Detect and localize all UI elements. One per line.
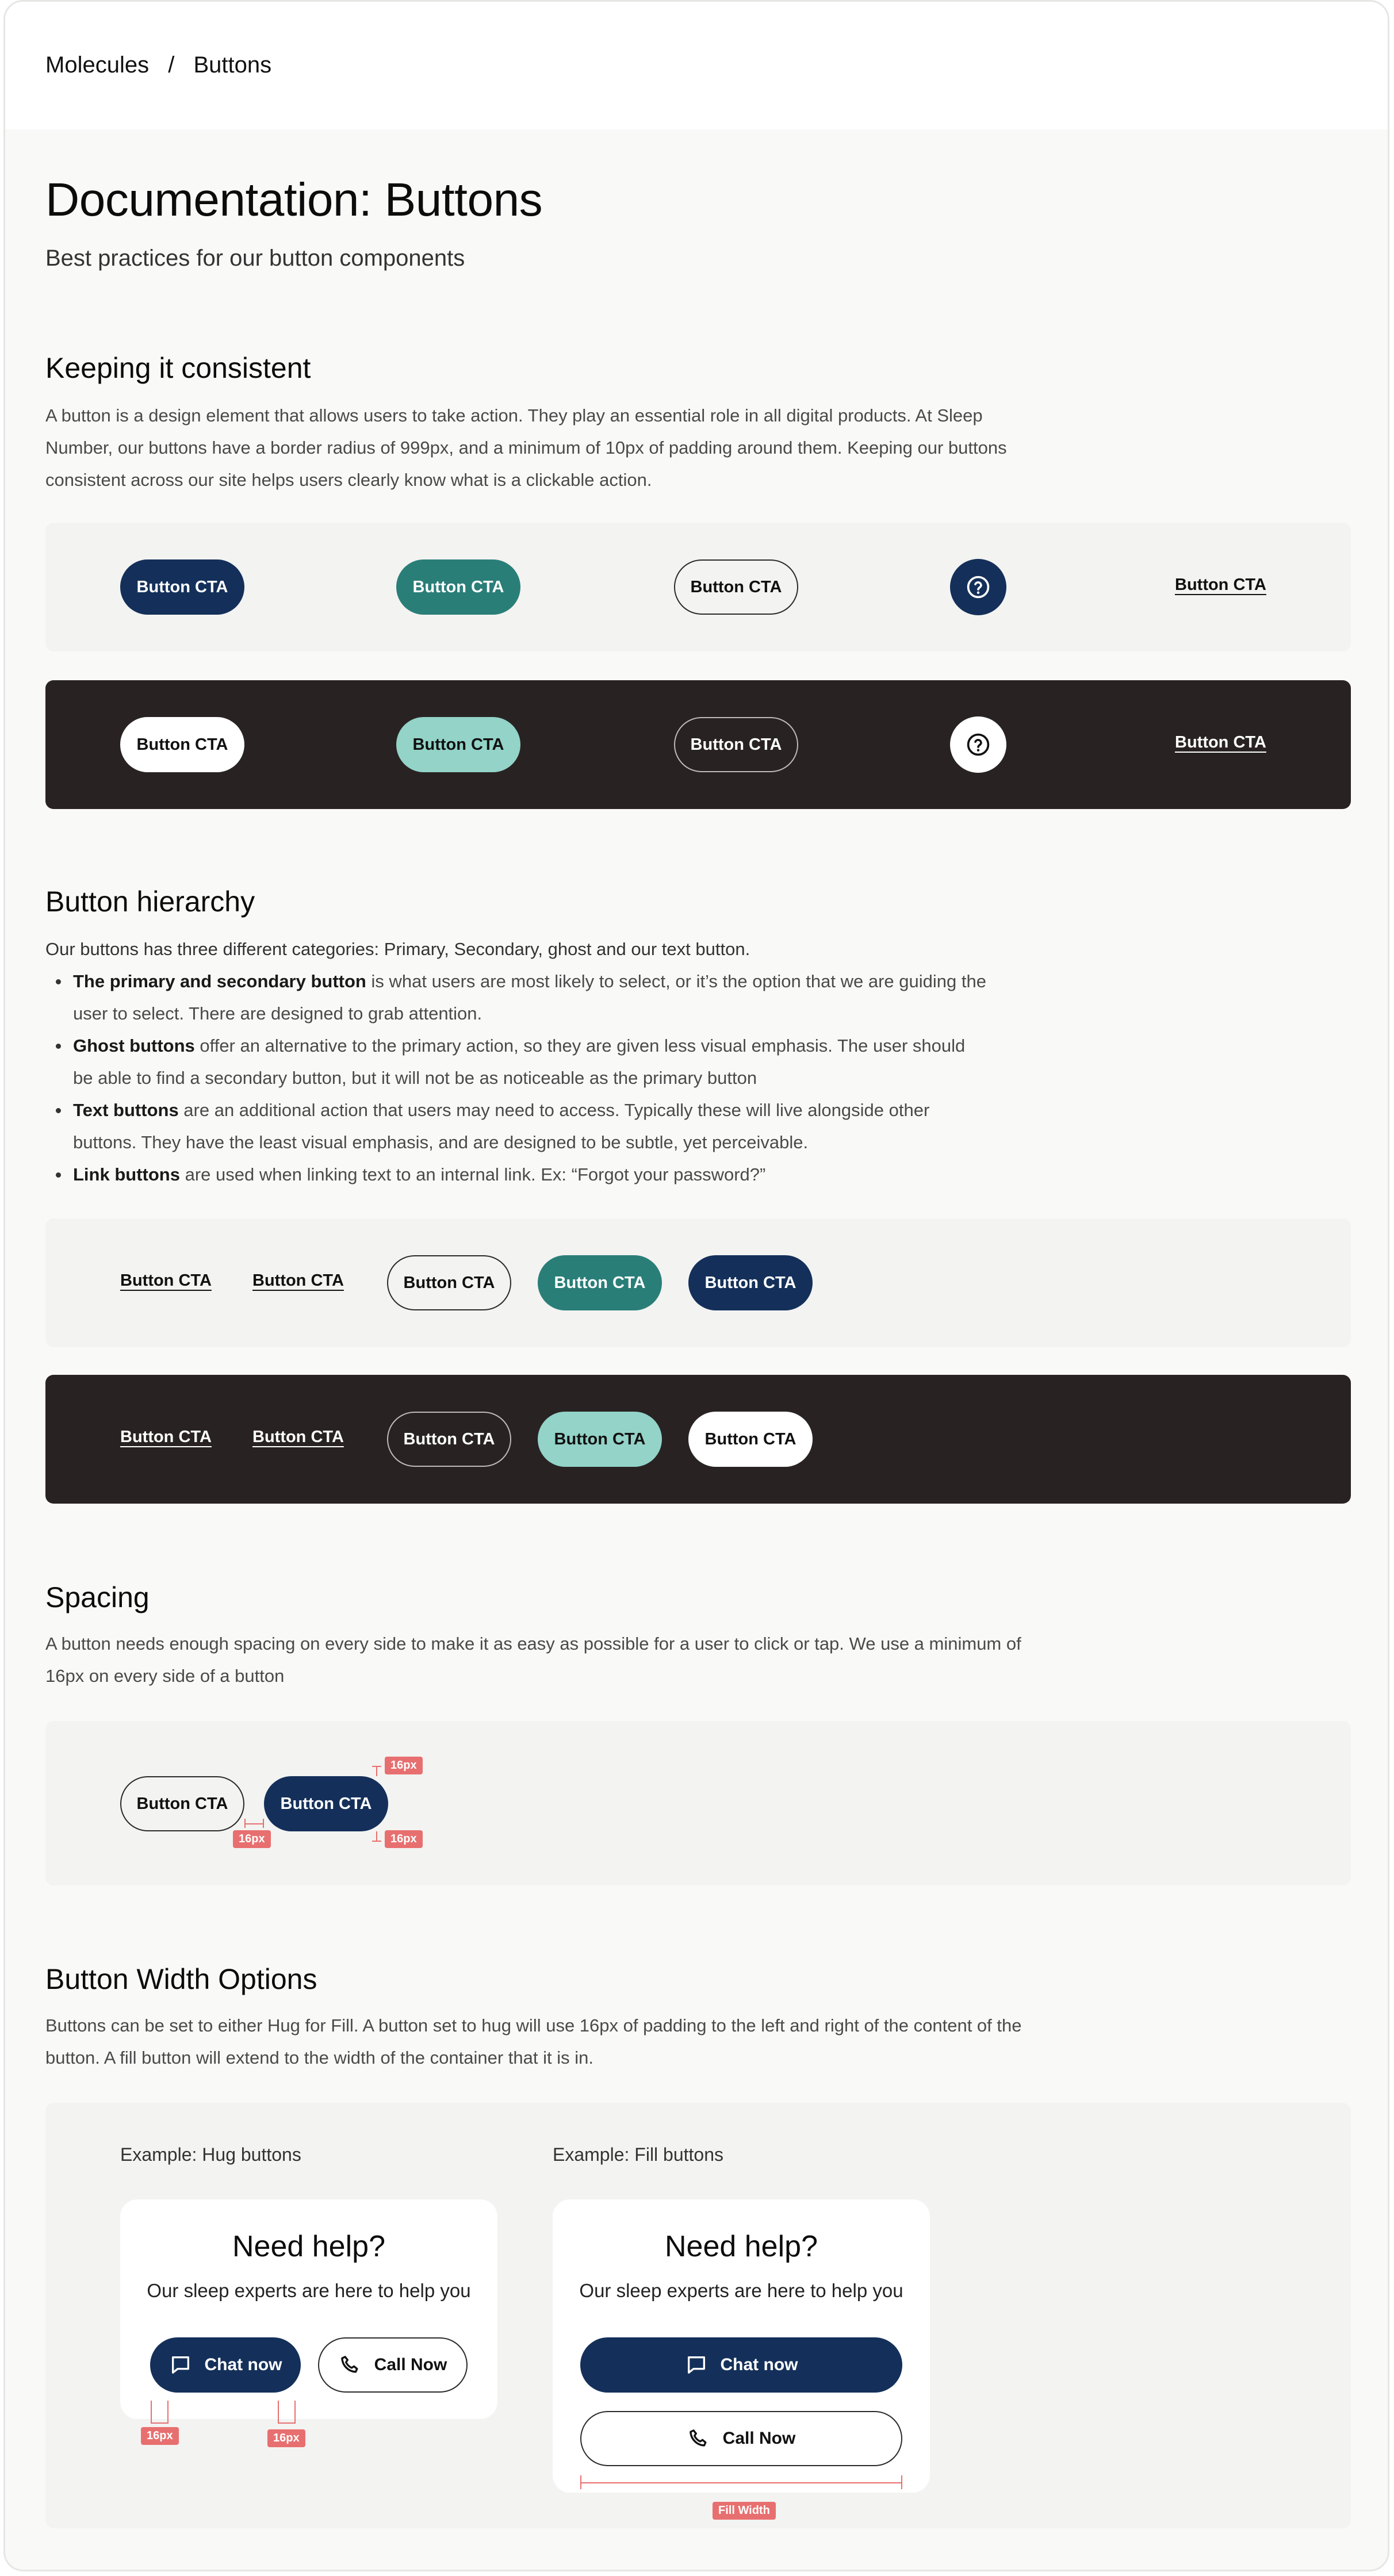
fill-help-card bbox=[553, 2199, 930, 2493]
section-heading-consistent: Keeping it consistent bbox=[45, 352, 311, 384]
hierarchy-intro: Our buttons has three different categories: Primary, Secondary, ghost and our text button. bbox=[45, 939, 750, 959]
primary-button[interactable]: Button CTA bbox=[264, 1776, 388, 1831]
spacing-measure-tag-top: 16px bbox=[385, 1757, 423, 1774]
width-panel bbox=[45, 2103, 1351, 2528]
ghost-button[interactable]: Button CTA bbox=[387, 1255, 511, 1310]
ghost-button[interactable]: Button CTA bbox=[674, 559, 798, 615]
primary-button[interactable]: Button CTA bbox=[120, 559, 244, 615]
breadcrumb-current: Buttons bbox=[193, 52, 272, 78]
list-item bbox=[45, 1030, 989, 1094]
list-item-bold: Link buttons bbox=[73, 1164, 180, 1184]
section-body-width: Buttons can be set to either Hug for Fill. A button set to hug will use 16px of padding to the left and right of the content of the button. A fill button will extend to the width of the container that it is in. bbox=[45, 2015, 1022, 2068]
card-subtitle: Our sleep experts are here to help you bbox=[579, 2280, 903, 2301]
section-body-consistent: A button is a design element that allows users to take action. They play an essential role in all digital products. At Sleep Number, our buttons have a border radius of 999px, and a minimum of 10px of padding around them. Keeping our buttons consistent across our site helps users clearly know what is a clickable action. bbox=[45, 405, 1007, 490]
hug-measure-tag-right: 16px bbox=[267, 2429, 305, 2447]
chat-now-button[interactable] bbox=[150, 2337, 301, 2393]
hierarchy-light-panel bbox=[45, 1218, 1351, 1347]
call-now-button-fill[interactable] bbox=[580, 2411, 902, 2466]
primary-button[interactable]: Button CTA bbox=[688, 1255, 813, 1310]
hierarchy-dark-panel bbox=[45, 1375, 1351, 1504]
hug-measure-line bbox=[278, 2422, 296, 2424]
chat-now-label: Chat now bbox=[204, 2355, 282, 2374]
phone-icon bbox=[687, 2427, 710, 2450]
breadcrumb-separator: / bbox=[168, 52, 175, 78]
question-circle-icon bbox=[966, 732, 991, 757]
hug-measure-tag-left: 16px bbox=[141, 2427, 179, 2445]
text-button[interactable]: Button CTA bbox=[1175, 576, 1266, 594]
list-item-bold: Text buttons bbox=[73, 1100, 179, 1120]
page-subtitle: Best practices for our button components bbox=[45, 246, 465, 271]
list-item bbox=[45, 965, 989, 1030]
spacing-measure-cap bbox=[372, 1841, 381, 1842]
card-subtitle: Our sleep experts are here to help you bbox=[147, 2280, 471, 2301]
fill-example-label: Example: Fill buttons bbox=[553, 2144, 724, 2165]
list-item-text: are used when linking text to an internal link. Ex: “Forgot your password?” bbox=[179, 1164, 766, 1184]
secondary-button-dark[interactable]: Button CTA bbox=[538, 1412, 662, 1467]
call-now-label: Call Now bbox=[374, 2355, 447, 2374]
spacing-measure-line bbox=[376, 1766, 377, 1776]
list-item-bold: The primary and secondary button bbox=[73, 971, 366, 991]
spacing-measure-cap bbox=[244, 1819, 246, 1828]
breadcrumb-parent[interactable]: Molecules bbox=[45, 52, 150, 78]
call-now-button[interactable] bbox=[318, 2337, 468, 2393]
list-item bbox=[45, 1159, 989, 1191]
page-frame bbox=[3, 0, 1389, 2571]
spacing-measure-tag-gap: 16px bbox=[233, 1830, 271, 1848]
ghost-button-dark[interactable]: Button CTA bbox=[387, 1412, 511, 1467]
section-heading-spacing: Spacing bbox=[45, 1581, 150, 1613]
hug-example-label: Example: Hug buttons bbox=[120, 2144, 301, 2165]
primary-button-dark[interactable]: Button CTA bbox=[688, 1412, 813, 1467]
chat-now-label: Chat now bbox=[720, 2355, 798, 2374]
page-title: Documentation: Buttons bbox=[45, 174, 543, 226]
ghost-button-dark[interactable]: Button CTA bbox=[674, 717, 798, 772]
section-heading-width: Button Width Options bbox=[45, 1963, 317, 1995]
primary-button-dark[interactable]: Button CTA bbox=[120, 717, 244, 772]
list-item-text: are an additional action that users may need to access. Typically these will live alongside other buttons. They have the least visual emphasis, and are designed to be subtle, yet perceivable. bbox=[73, 1100, 930, 1152]
hug-measure-line bbox=[294, 2401, 296, 2424]
list-item-bold: Ghost buttons bbox=[73, 1036, 195, 1056]
secondary-button[interactable]: Button CTA bbox=[396, 559, 520, 615]
question-circle-icon bbox=[966, 574, 991, 600]
icon-button-dark[interactable] bbox=[950, 716, 1006, 773]
chat-bubble-icon bbox=[169, 2353, 192, 2376]
fill-measure-line bbox=[580, 2482, 902, 2483]
chat-now-button-fill[interactable] bbox=[580, 2337, 902, 2393]
spacing-measure-cap bbox=[372, 1766, 381, 1767]
top-bar bbox=[5, 2, 1388, 129]
card-title: Need help? bbox=[232, 2230, 385, 2263]
fill-measure-tag: Fill Width bbox=[713, 2502, 776, 2520]
list-item bbox=[45, 1094, 989, 1159]
link-button-dark[interactable]: Button CTA bbox=[120, 1428, 212, 1446]
hierarchy-list bbox=[45, 965, 989, 1191]
text-button-dark[interactable]: Button CTA bbox=[252, 1428, 344, 1446]
fill-measure-cap bbox=[580, 2475, 581, 2489]
ghost-button[interactable]: Button CTA bbox=[120, 1776, 244, 1831]
list-item-text: offer an alternative to the primary action, so they are given less visual emphasis. The user should be able to find a secondary button, but it will not be as noticeable as the primary button bbox=[73, 1036, 966, 1088]
chat-bubble-icon bbox=[685, 2353, 708, 2376]
text-button[interactable]: Button CTA bbox=[252, 1271, 344, 1290]
consistent-light-panel bbox=[45, 523, 1351, 651]
section-heading-hierarchy: Button hierarchy bbox=[45, 885, 255, 918]
secondary-button[interactable]: Button CTA bbox=[538, 1255, 662, 1310]
spacing-panel bbox=[45, 1721, 1351, 1885]
breadcrumb bbox=[45, 52, 271, 78]
list-item-text: is what users are most likely to select, or it’s the option that we are guiding the user to select. There are designed to grab attention. bbox=[73, 971, 986, 1023]
hug-measure-line bbox=[167, 2401, 168, 2424]
fill-measure-cap bbox=[901, 2475, 902, 2489]
hug-measure-line bbox=[151, 2401, 152, 2424]
spacing-measure-line bbox=[244, 1823, 264, 1824]
consistent-dark-panel bbox=[45, 680, 1351, 809]
link-button[interactable]: Button CTA bbox=[120, 1271, 212, 1290]
spacing-measure-tag-bottom: 16px bbox=[385, 1830, 423, 1848]
hug-help-card bbox=[120, 2199, 497, 2419]
card-title: Need help? bbox=[665, 2230, 818, 2263]
hug-measure-line bbox=[278, 2401, 279, 2424]
phone-icon bbox=[339, 2353, 362, 2376]
spacing-measure-cap bbox=[263, 1819, 264, 1828]
hug-measure-line bbox=[151, 2422, 168, 2424]
secondary-button-dark[interactable]: Button CTA bbox=[396, 717, 520, 772]
section-body-spacing: A button needs enough spacing on every side to make it as easy as possible for a user to click or tap. We use a minimum of 16px on every side of a button bbox=[45, 1634, 1021, 1686]
icon-button[interactable] bbox=[950, 559, 1006, 615]
call-now-label: Call Now bbox=[722, 2429, 796, 2448]
text-button-dark[interactable]: Button CTA bbox=[1175, 733, 1266, 752]
